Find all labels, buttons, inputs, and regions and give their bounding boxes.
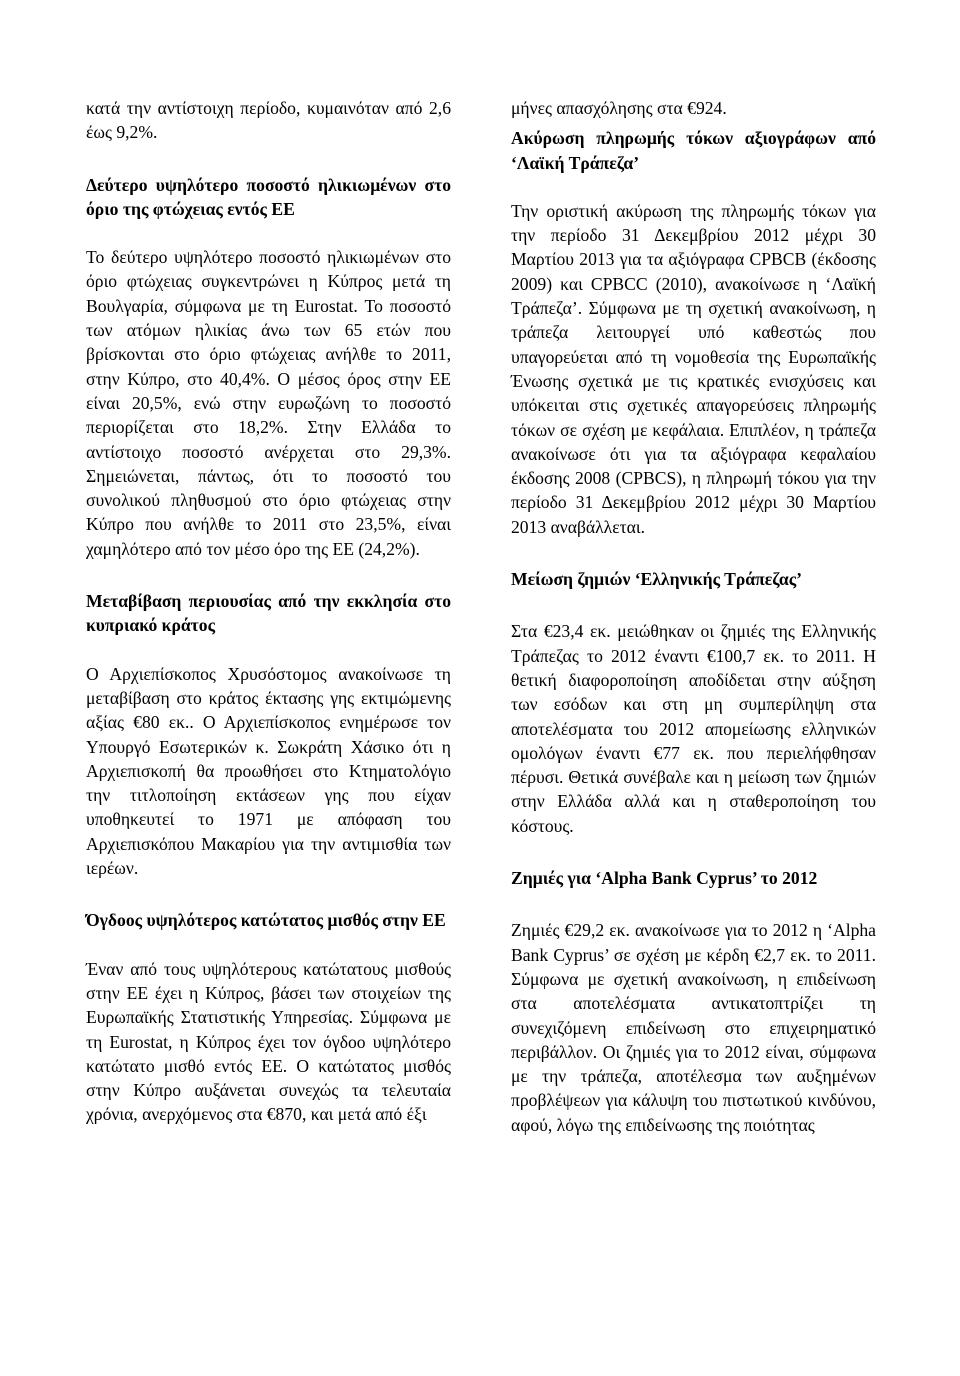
section-heading-church-property: Μεταβίβαση περιουσίας από την εκκλησία στο κυπριακό κράτος (86, 591, 451, 636)
left-column (86, 96, 451, 1127)
section-heading-minimum-wage: Όγδοος υψηλότερος κατώτατος μισθός στην ΕΕ (86, 910, 446, 931)
section-heading-laiki-bonds: Ακύρωση πληρωμής τόκων αξιογράφων από ‘Λαϊκή Τράπεζα’ (511, 128, 876, 173)
section-heading-elderly-poverty: Δεύτερο υψηλότερο ποσοστό ηλικιωμένων στο όριο της φτώχειας εντός ΕΕ (86, 174, 451, 219)
right-column (511, 96, 876, 1137)
section-heading-alpha-bank: Ζημιές για ‘Alpha Bank Cyprus’ το 2012 (511, 868, 818, 889)
section-body-alpha-bank: Ζημιές €29,2 εκ. ανακοίνωσε για το 2012 η ‘Alpha Bank Cyprus’ σε σχέση με κέρδη €2,7 εκ. το 2011. Σύμφωνα με σχετική ανακοίνωση, η επιδείνωση στα αποτελέσματα αντικατοπτρίζει τη συνεχιζόμενη επιδείνωση στο επιχειρηματικό περιβάλλον. Οι ζημιές για το 2012 είναι, σύμφωνα με την τράπεζα, αποτέλεσμα των αυξημένων προβλέψεων για κάλυψη του πιστωτικού κινδύνου, αφού, λόγω της επιδείνωσης της ποιότητας (511, 920, 876, 1135)
paragraph-continuation: κατά την αντίστοιχη περίοδο, κυμαινόταν από 2,6 έως 9,2%. (86, 98, 451, 143)
section-body-elderly-poverty: Το δεύτερο υψηλότερο ποσοστό ηλικιωμένων στο όριο φτώχειας συγκεντρώνει η Κύπρος μετά τη Βουλγαρία, σύμφωνα με τη Eurostat. Το ποσοστό των ατόμων ηλικίας άνω των 65 ετών που βρίσκονται στο όριο φτώχειας ανήλθε το 2011, στην Κύπρο, στο 40,4%. Ο μέσος όρος στην ΕΕ είναι 20,5%, ενώ στην ευρωζώνη το ποσοστό περιορίζεται στο 18,2%. Στην Ελλάδα το αντίστοιχο ποσοστό ανέρχεται στο 29,3%. Σημειώνεται, πάντως, ότι το ποσοστό του συνολικού πληθυσμού στο όριο φτώχειας στην Κύπρο που ανήλθε το 2011 στο 23,5%, είναι χαμηλότερο από τον μέσο όρο της ΕΕ (24,2%). (86, 247, 451, 559)
paragraph-continuation: μήνες απασχόλησης στα €924. (511, 98, 727, 118)
section-body-hellenic-bank: Στα €23,4 εκ. μειώθηκαν οι ζημιές της Ελληνικής Τράπεζας το 2012 έναντι €100,7 εκ. το 2011. Η θετική διαφοροποίηση αποδίδεται στην αύξηση των εσόδων και στη μη συμπερίληψη στα αποτελέσματα του 2012 απομείωσης ελληνικών ομολόγων έναντι €77 εκ. που περιελήφθησαν πέρυσι. Θετικά συνέβαλε και η μείωση των ζημιών στην Ελλάδα αλλά και η σταθεροποίηση του κόστους. (511, 621, 876, 836)
section-body-church-property: Ο Αρχιεπίσκοπος Χρυσόστομος ανακοίνωσε τη μεταβίβαση στο κράτος έκτασης γης εκτιμώμενης αξίας €80 εκ.. Ο Αρχιεπίσκοπος ενημέρωσε τον Υπουργό Εσωτερικών κ. Σωκράτη Χάσικο ότι η Αρχιεπισκοπή θα προωθήσει στο Κτηματολόγιο την τιτλοποίηση εκτάσεων γης που είχαν υποθηκευτεί το 1971 με απόφαση του Αρχιεπισκόπου Μακαρίου για την αντιμισθία των ιερέων. (86, 663, 451, 879)
section-heading-hellenic-bank: Μείωση ζημιών ‘Ελληνικής Τράπεζας’ (511, 569, 803, 590)
section-body-minimum-wage: Έναν από τους υψηλότερους κατώτατους μισθούς στην ΕΕ έχει η Κύπρος, βάσει των στοιχείων της Ευρωπαϊκής Στατιστικής Υπηρεσίας. Σύμφωνα με τη Eurostat, η Κύπρος έχει τον όγδοο υψηλότερο κατώτατο μισθό εντός ΕΕ. Ο κατώτατος μισθός στην Κύπρο αυξάνεται συνεχώς τα τελευταία χρόνια, ανερχόμενος στα €870, και μετά από έξι (86, 958, 451, 1125)
section-body-laiki-bonds: Την οριστική ακύρωση της πληρωμής τόκων για την περίοδο 31 Δεκεμβρίου 2012 μέχρι 30 Μαρτίου 2013 για τα αξιόγραφα CPBCB (έκδοσης 2009) και CPBCC (2010), ανακοίνωσε η ‘Λαϊκή Τράπεζα’. Σύμφωνα με τη σχετική ανακοίνωση, η τράπεζα λειτουργεί υπό καθεστώς που υπαγορεύεται από τη νομοθεσία της Ευρωπαϊκής Ένωσης σχετικά με τις κρατικές ενισχύσεις και υπόκειται στις σχετικές απαγορεύσεις πληρωμής τόκων σε σχέση με κεφάλαια. Επιπλέον, η τράπεζα ανακοίνωσε ότι για τα αξιόγραφα κεφαλαίου έκδοσης 2008 (CPBCS), η πληρωμή τόκου για την περίοδο 31 Δεκεμβρίου 2012 μέχρι 30 Μαρτίου 2013 αναβάλλεται. (511, 200, 876, 537)
